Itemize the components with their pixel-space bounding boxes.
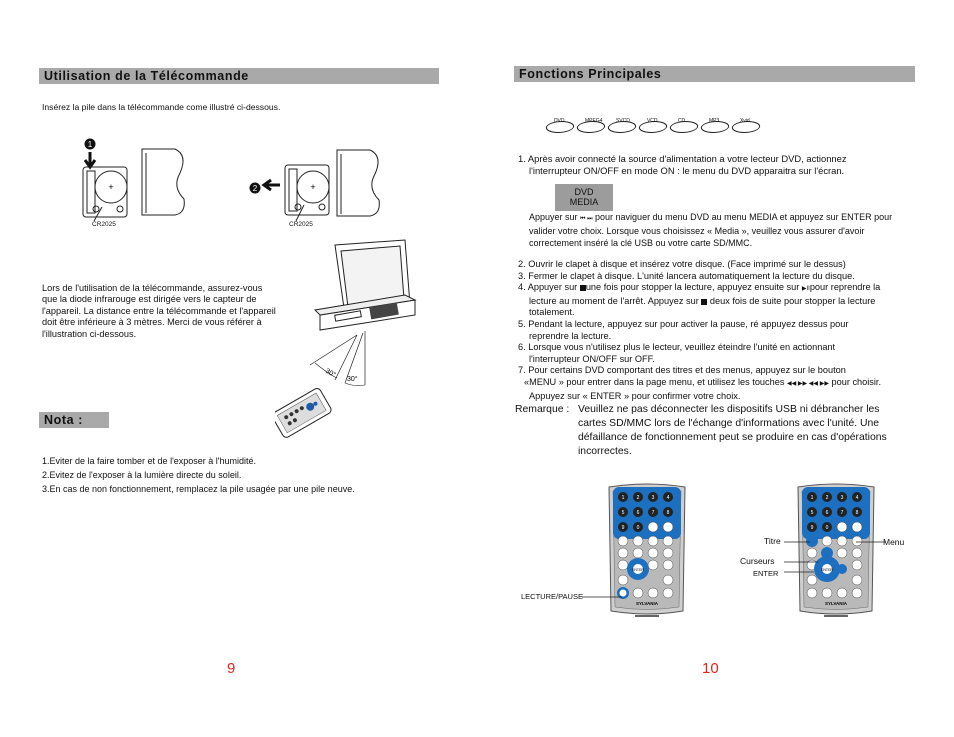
remark-line: défaillance de fonctionnement peut se produire en cas d'opérations [578,432,887,443]
page-number-right: 10 [702,660,719,677]
dvd-box-line: MEDIA [569,197,599,207]
note-item: 2.Evitez de l'exposer à la lumière directe du soleil. [42,470,242,480]
angle-label-1: 30° [324,367,337,380]
key-label: 9 [810,525,814,531]
disc-format-row [546,120,776,138]
disc-label: MPEG4 [584,118,603,124]
svg-text:+: + [310,182,316,192]
step-7-text: 7. Pour certains DVD comportant des titres et des menus, appuyez sur le bouton [518,365,846,376]
step-2-marker: 2 [252,184,258,193]
navigation-text [529,212,892,249]
key-label: 9 [621,525,625,531]
step-1-line: l'interrupteur ON/OFF en mode ON : le menu du DVD apparaitra sur l'écran. [529,164,845,176]
remark-text [578,403,887,459]
label-curseurs: Curseurs [740,556,775,566]
disc-icon [668,118,700,133]
remark-line: cartes SD/MMC lors de l'échange d'informations avec l'unité. Une [578,418,880,429]
key-label: 7 [651,510,655,516]
angle-label-2: 30° [347,376,358,383]
page-title-fonctions: Fonctions Principales [514,66,915,82]
nav-text: valider votre choix. Lorsque vous choisissez « Media », veuillez vous assurer d'avoir [529,225,865,236]
step-5-text: 5. Pendant la lecture, appuyez sur pour activer la pause, ré appuyez dessus pour [518,318,849,329]
leader-lines-right [784,538,886,578]
dvd-media-box [555,184,613,211]
key-label: 2 [825,495,829,501]
notes-list [42,454,355,496]
stop-icon [701,299,707,305]
battery-insert-illustration-2 [245,145,385,230]
step-7-text: Appuyez sur « ENTER » pour confirmer votre choix. [529,390,741,401]
disc-icon [575,118,607,133]
key-label: 4 [855,495,859,501]
remark-label: Remarque : [515,404,570,415]
step-4-text: lecture au moment de l'arrêt. Appuyez sur [529,295,699,306]
label-menu: Menu [883,537,905,547]
key-label: 8 [855,510,859,516]
key-label: 2 [636,495,640,501]
remote-brand: SYLVANIA [635,601,659,606]
play-pause-icon: ▶II [801,286,810,293]
step-4-text: une fois pour stopper la lecture, appuyez ensuite sur [585,282,800,293]
key-label: 5 [810,510,814,516]
key-label: 6 [636,510,640,516]
page-title-utilisation: Utilisation de la Télécommande [39,68,439,84]
step-7-text: pour choisir. [831,376,882,387]
leader-line-lecture [582,592,622,602]
remark-line: Veuillez ne pas déconnecter les dispositifs USB ni débrancher les [578,404,880,415]
step-7-text: «MENU » pour entrer dans la page menu, et utilisez les touches [524,376,785,387]
step-1-text [518,153,847,177]
key-label: 1 [810,495,814,501]
key-label: 5 [621,510,625,516]
disc-label: VCD [646,118,658,124]
remote-brand: SYLVANIA [824,601,848,606]
disc-icon [606,118,638,133]
step-4-text: totalement. [529,307,575,318]
battery-label-2: CR2025 [289,221,313,228]
remote-enter-key: ENTER [821,568,833,572]
battery-insert-illustration-1 [80,135,190,230]
remote-angle-illustration [275,235,435,445]
disc-icon [544,118,576,133]
disc-icon [637,118,669,133]
nota-header: Nota : [39,412,109,428]
step-6-text: l'interrupteur ON/OFF sur OFF. [529,353,655,364]
step-2-text: 2. Ouvrir le clapet à disque et insérez votre disque. (Face imprimé sur le dessus) [518,259,846,269]
key-label: 4 [666,495,670,501]
step-1-line: 1. Après avoir connecté la source d'alimentation a votre lecteur DVD, actionnez [518,153,847,164]
step-3-text: 3. Fermer le clapet à disque. L'unité lancera automatiquement la lecture du disque. [518,270,855,281]
nav-text: Appuyer sur [529,212,578,222]
page-number-left: 9 [227,660,236,677]
remote-control-left [607,483,687,623]
key-label: 0 [636,525,640,531]
svg-text:+: + [108,182,114,192]
key-label: 6 [825,510,829,516]
step-4-text: pour reprendre la [809,282,881,293]
prev-next-icon: ⏮ ⏭ [580,216,593,222]
disc-label: MP3 [708,118,720,124]
key-label: 1 [621,495,625,501]
disc-label: DVD [553,118,565,124]
disc-label: CD [677,118,686,124]
label-titre: Titre [764,536,781,546]
nav-text: pour naviguer du menu DVD au menu MEDIA et appuyez sur ENTER pour [595,212,893,222]
dvd-box-line: DVD [574,187,594,197]
step-4-text: 4. Appuyer sur [518,282,578,293]
disc-label: Xvid [739,118,750,124]
key-label: 3 [651,495,655,501]
note-item: 3.En cas de non fonctionnement, remplacez la pile usagée par une pile neuve. [42,484,355,494]
intro-text: Insérez la pile dans la télécommande come illustré ci-dessous. [42,102,281,112]
step-6-text: 6. Lorsque vous n'utilisez plus le lecteur, veuillez éteindre l'unité en actionnant [518,342,836,353]
disc-icon [730,118,762,133]
cursor-icons: ◀◀ ▶▶ ◀◀ ▶▶ [787,380,829,387]
step-1-marker: 1 [87,140,93,149]
disc-label: SVCD [615,118,630,124]
key-label: 0 [825,525,829,531]
usage-instructions: Lors de l'utilisation de la télécommande, assurez-vous que la diode infrarouge est dirigée vers le capteur de l'appareil. La distance entre la télécommande et l'appareil doit être inférieure à 3 mètres. Merci de vous référer à l'illustration ci-dessous. [42,283,276,339]
step-5-text: reprendre la lecture. [529,330,612,341]
remark-line: incorrectes. [578,446,632,457]
label-enter: ENTER [753,569,779,578]
key-label: 8 [666,510,670,516]
step-4-text: deux fois de suite pour stopper la lecture [709,295,876,306]
note-item: 1.Eviter de la faire tomber et de l'exposer à l'humidité. [42,456,257,466]
nav-text: correctement inséré la clé USB ou votre carte SD/MMC. [529,237,753,248]
key-label: 3 [840,495,844,501]
key-label: 7 [840,510,844,516]
steps-list [518,259,881,402]
remote-enter-key: ENTER [632,568,644,572]
disc-icon [699,118,731,133]
label-lecture-pause: LECTURE/PAUSE [521,592,583,601]
battery-label-1: CR2025 [92,221,116,228]
